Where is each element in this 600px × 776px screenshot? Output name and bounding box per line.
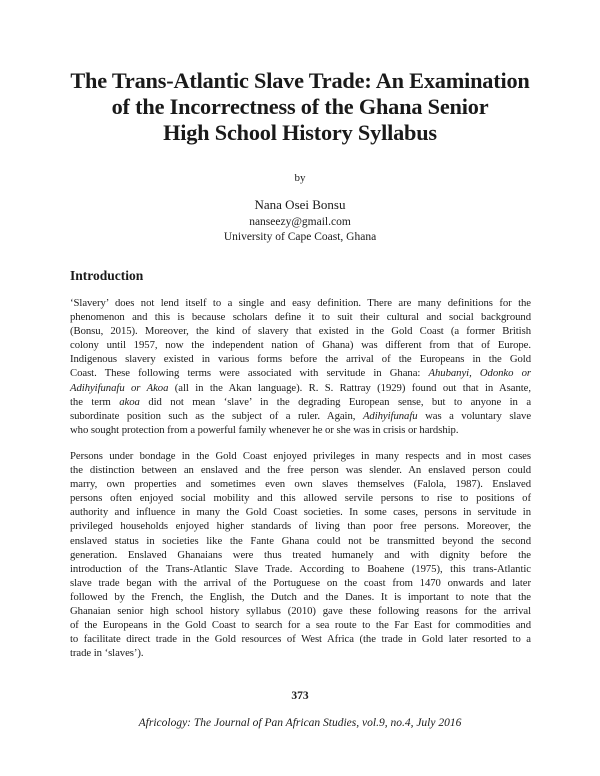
paragraph-line: introduction of the Trans-Atlantic Slave Trade. According to Boahene (1975), this trans-Atlantic (70, 562, 531, 575)
paragraph-line: persons often enjoyed social mobility and this allowed servile persons to rise to positions of (70, 492, 531, 505)
page-number: 373 (291, 690, 309, 702)
journal-footer (0, 717, 600, 729)
italic-term: Ahubanyi, Odonko or (428, 367, 532, 380)
paragraph-line: slave trade began with the arrival of the Portuguese on the coast from 1470 onwards and later (70, 576, 531, 589)
paragraph-line: Ghanaian senior high school history syllabus (2010) gave these following reasons for the arrival (70, 605, 531, 618)
paragraph-1 (70, 296, 531, 437)
paragraph-line: Coast. These following terms were associated with servitude in Ghana: Ahubanyi, Odonko or (70, 367, 532, 380)
paragraph-line: phenomenon and this is because scholars define it to suit their cultural and social background (70, 311, 531, 324)
italic-term: Adihyifunafu or Akoa (70, 381, 169, 394)
paragraph-line: to facilitate direct trade in the Gold resources of West Africa (the trade in Gold later resorted to a (70, 633, 531, 646)
paragraph-line: (Bonsu, 2015). Moreover, the kind of slavery that existed in the Gold Coast (a former British (70, 325, 531, 338)
paragraph-line: the term akoa did not mean ‘slave’ in the degrading European sense, but to anyone in a (70, 395, 532, 408)
author-email: nanseezy@gmail.com (249, 216, 351, 228)
paragraph-line: privileged households enjoyed higher standards of living than poor free persons. Moreover, the (70, 520, 531, 533)
paragraph-line: Indigenous slavery existed in various forms before the arrival of the Europeans in the Gold (70, 353, 531, 366)
byline: by (294, 172, 306, 184)
author-name: Nana Osei Bonsu (254, 197, 346, 212)
italic-term: Adihyifunafu (362, 409, 418, 422)
paragraph-line: who sought protection from a powerful family whenever he or she was in crisis or hardship. (70, 423, 459, 436)
paragraph-line: ‘Slavery’ does not lend itself to a single and easy definition. There are many definitions for the (70, 297, 531, 309)
author-affiliation: University of Cape Coast, Ghana (223, 231, 377, 243)
paragraph-line: subordinate position such as the subject of a ruler. Again, Adihyifunafu was a voluntary slave (70, 409, 532, 422)
paragraph-line: Adihyifunafu or Akoa (all in the Akan language). R. S. Rattray (1929) found out that in Asante, (70, 381, 531, 394)
paragraph-line: enslaved status in societies like the Fante Ghana could not be transmitted beyond the second (70, 534, 531, 547)
paragraph-line: followed by the French, the English, the Dutch and the Danes. It is important to note that the (70, 590, 531, 603)
paragraph-2 (70, 449, 531, 660)
title-line-1: The Trans-Atlantic Slave Trade: An Examination (70, 68, 530, 93)
italic-term: akoa (119, 395, 140, 408)
journal-details: , vol.9, no.4, July 2016 (356, 717, 462, 729)
paragraph-line: marry, own properties and sometimes even own slaves themselves (Falola, 1987). Enslaved (70, 478, 531, 491)
paragraph-line: trade in ‘slaves’). (70, 647, 144, 660)
paper-title (40, 68, 560, 146)
paragraph-line: of the Europeans in the Gold Coast to search for a sea route to the Far East for commodities and (70, 619, 531, 632)
paragraph-line: generation. Enslaved Ghanaians were thus treated humanely and with dignity before the (70, 548, 531, 561)
title-line-3: High School History Syllabus (163, 120, 437, 145)
paragraph-line: the distinction between an enslaved and the free person was slender. An enslaved person could (70, 464, 531, 477)
section-heading: Introduction (70, 268, 144, 283)
paragraph-line: colony until 1957, now the independent nation of Ghana) was different from that of Europe. (70, 339, 531, 352)
title-line-2: of the Incorrectness of the Ghana Senior (111, 94, 489, 119)
paragraph-line: authority and influence in many the Gold Coast societies. In some cases, persons in servitude in (70, 506, 531, 519)
paragraph-line: Persons under bondage in the Gold Coast enjoyed privileges in many respects and in most cases (70, 450, 531, 462)
journal-name: Africology: The Journal of Pan African Studies (138, 717, 357, 729)
